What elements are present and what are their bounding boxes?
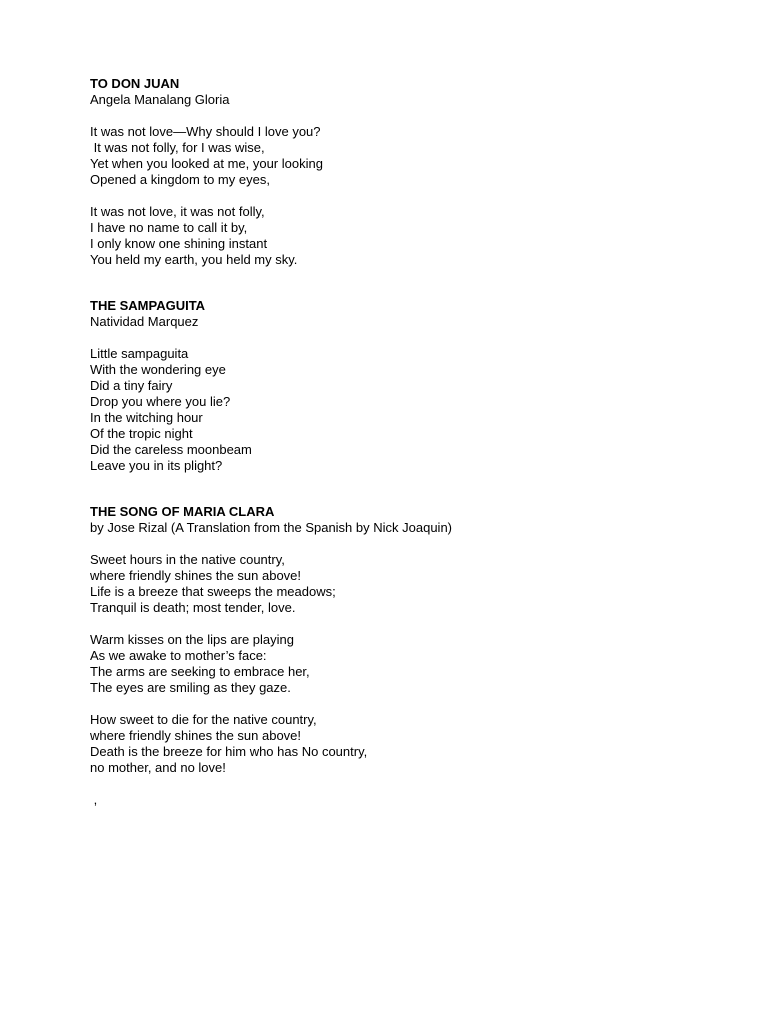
poem-line: The arms are seeking to embrace her, [90,664,310,679]
poem-line: Death is the breeze for him who has No country, [90,744,368,759]
poem-line: In the witching hour [90,410,203,425]
poem-line: Warm kisses on the lips are playing [90,632,294,647]
poem-the-song-of-maria-clara [90,504,730,776]
poem-line: Life is a breeze that sweeps the meadows; [90,584,336,599]
stanza [90,204,730,268]
poem-line: As we awake to mother’s face: [90,648,267,663]
poem-line: Sweet hours in the native country, [90,552,285,567]
poem-line: where friendly shines the sun above! [90,728,302,743]
stanza [90,712,730,776]
stanza [90,632,730,696]
poem-line: How sweet to die for the native country, [90,712,317,727]
poem-line: where friendly shines the sun above! [90,568,302,583]
document-page [90,76,730,808]
poem-line: Of the tropic night [90,426,193,441]
poem-line: no mother, and no love! [90,760,226,775]
stanza [90,552,730,616]
poem-line: Tranquil is death; most tender, love. [90,600,296,615]
poem-line: Did a tiny fairy [90,378,173,393]
poem-line: Leave you in its plight? [90,458,223,473]
poem-line: Did the careless moonbeam [90,442,252,457]
poem-title: THE SAMPAGUITA [90,298,206,313]
poem-line: Opened a kingdom to my eyes, [90,172,270,187]
poem-author: Angela Manalang Gloria [90,92,230,107]
stanza [90,124,730,188]
poem-line: With the wondering eye [90,362,226,377]
poem-to-don-juan [90,76,730,268]
poem-line: Yet when you looked at me, your looking [90,156,323,171]
poem-title: THE SONG OF MARIA CLARA [90,504,275,519]
poem-line: I only know one shining instant [90,236,268,251]
poem-line: You held my earth, you held my sky. [90,252,298,267]
trailing-mark: , [90,792,98,807]
poem-line: I have no name to call it by, [90,220,248,235]
poem-line: It was not love—Why should I love you? [90,124,321,139]
stanza [90,346,730,474]
poem-title: TO DON JUAN [90,76,180,91]
poem-author: Natividad Marquez [90,314,199,329]
poem-author: by Jose Rizal (A Translation from the Spanish by Nick Joaquin) [90,520,453,535]
poem-line: Little sampaguita [90,346,189,361]
poem-line: The eyes are smiling as they gaze. [90,680,291,695]
poem-line: Drop you where you lie? [90,394,231,409]
poem-line: It was not love, it was not folly, [90,204,265,219]
poem-line: It was not folly, for I was wise, [90,140,265,155]
poem-the-sampaguita [90,298,730,474]
